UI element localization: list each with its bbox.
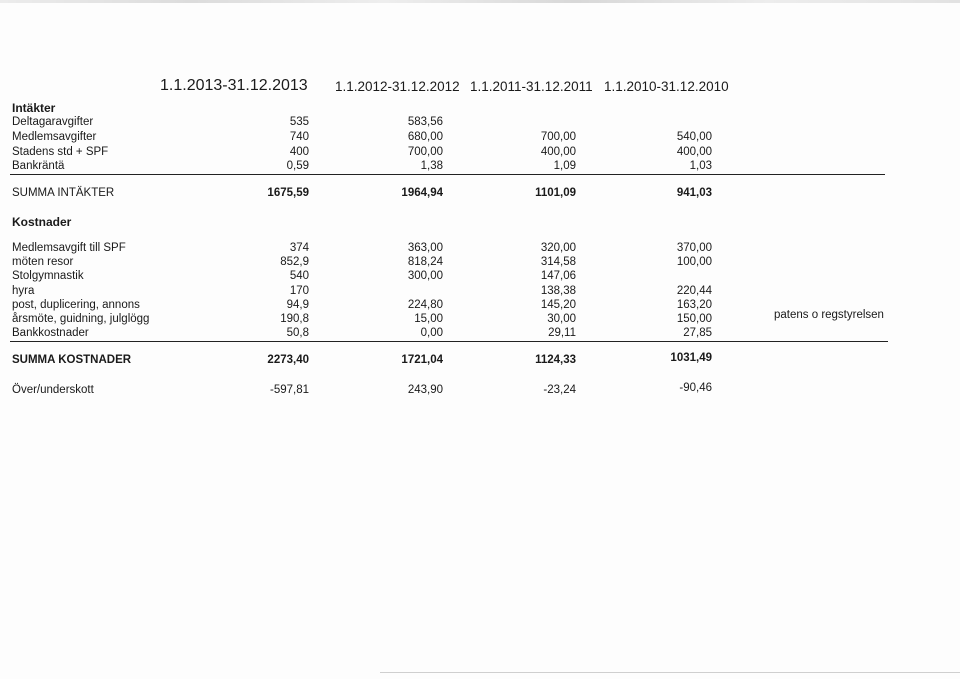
costs-total-value: 2273,40 (267, 354, 309, 366)
cost-value: 852,9 (280, 256, 309, 268)
cost-label: årsmöte, guidning, julglögg (12, 313, 150, 325)
income-value: 540,00 (676, 131, 712, 143)
cost-label: post, duplicering, annons (12, 299, 140, 311)
income-total-label: SUMMA INTÄKTER (12, 187, 115, 199)
income-value: 740 (289, 131, 309, 143)
cost-label: hyra (12, 285, 35, 297)
header-2012: 1.1.2012-31.12.2012 (335, 79, 460, 94)
income-value: 700,00 (540, 131, 576, 143)
income-title: Intäkter (12, 101, 56, 115)
income-label-bankranta: Bankräntä (12, 160, 65, 172)
result-label: Över/underskott (12, 384, 94, 396)
income-value: 535 (289, 116, 309, 128)
cost-value: 220,44 (676, 285, 712, 297)
costs-title: Kostnader (12, 215, 72, 229)
income-total-value: 1101,09 (535, 187, 576, 199)
income-value: 1,09 (553, 160, 576, 172)
cost-value: 147,06 (540, 270, 576, 282)
cost-value: 300,00 (407, 270, 443, 282)
scan-edge (380, 672, 960, 673)
header-2011: 1.1.2011-31.12.2011 (470, 79, 593, 94)
cost-value: 163,20 (676, 299, 712, 311)
cost-value: 370,00 (676, 242, 712, 254)
cost-value: 224,80 (407, 299, 443, 311)
cost-label: Stolgymnastik (12, 270, 84, 282)
income-label-medlemsavgifter: Medlemsavgifter (12, 131, 97, 143)
income-value: 583,56 (407, 116, 443, 128)
costs-rule (10, 341, 888, 342)
income-total-value: 941,03 (676, 187, 712, 199)
cost-value: 320,00 (540, 242, 576, 254)
cost-value: 150,00 (676, 313, 712, 325)
result-value: -597,81 (269, 384, 309, 396)
cost-value: 170 (289, 285, 309, 297)
income-value: 700,00 (407, 146, 443, 158)
cost-value: 363,00 (407, 242, 443, 254)
header-2010: 1.1.2010-31.12.2010 (604, 79, 729, 94)
cost-value: 540 (289, 270, 309, 282)
cost-value: 0,00 (420, 327, 443, 339)
cost-value: 190,8 (280, 313, 309, 325)
income-label-stadens: Stadens std + SPF (12, 146, 109, 158)
income-value: 1,38 (420, 160, 443, 172)
income-total-value: 1964,94 (401, 187, 443, 199)
income-value: 400,00 (540, 146, 576, 158)
cost-label: Bankkostnader (12, 327, 89, 339)
costs-total-value: 1031,49 (670, 352, 712, 364)
income-value: 400 (289, 146, 309, 158)
header-2013: 1.1.2013-31.12.2013 (160, 77, 308, 94)
result-value: -90,46 (679, 382, 712, 394)
costs-total-value: 1721,04 (401, 354, 443, 366)
income-value: 1,03 (689, 160, 712, 172)
costs-total-label: SUMMA KOSTNADER (12, 354, 132, 366)
cost-label: möten resor (12, 256, 74, 268)
cost-value: 818,24 (407, 256, 443, 268)
cost-value: 29,11 (548, 327, 576, 339)
cost-value: 145,20 (540, 299, 576, 311)
cost-note: patens o regstyrelsen (774, 309, 884, 321)
income-label-deltagaravgifter: Deltagaravgifter (12, 116, 94, 128)
income-value: 0,59 (286, 160, 309, 172)
costs-total-value: 1124,33 (535, 354, 576, 366)
income-value: 680,00 (407, 131, 443, 143)
income-total-value: 1675,59 (267, 187, 309, 199)
cost-value: 100,00 (676, 256, 712, 268)
cost-value: 50,8 (286, 327, 309, 339)
cost-value: 27,85 (683, 327, 712, 339)
cost-value: 314,58 (540, 256, 576, 268)
cost-value: 15,00 (414, 313, 443, 325)
result-value: 243,90 (407, 384, 443, 396)
result-value: -23,24 (543, 384, 576, 396)
income-value: 400,00 (676, 146, 712, 158)
cost-value: 138,38 (540, 285, 576, 297)
cost-value: 374 (289, 242, 309, 254)
cost-value: 30,00 (547, 313, 576, 325)
cost-value: 94,9 (286, 299, 309, 311)
income-rule (10, 174, 885, 175)
scan-artifact (0, 0, 960, 3)
cost-label: Medlemsavgift till SPF (12, 242, 126, 254)
